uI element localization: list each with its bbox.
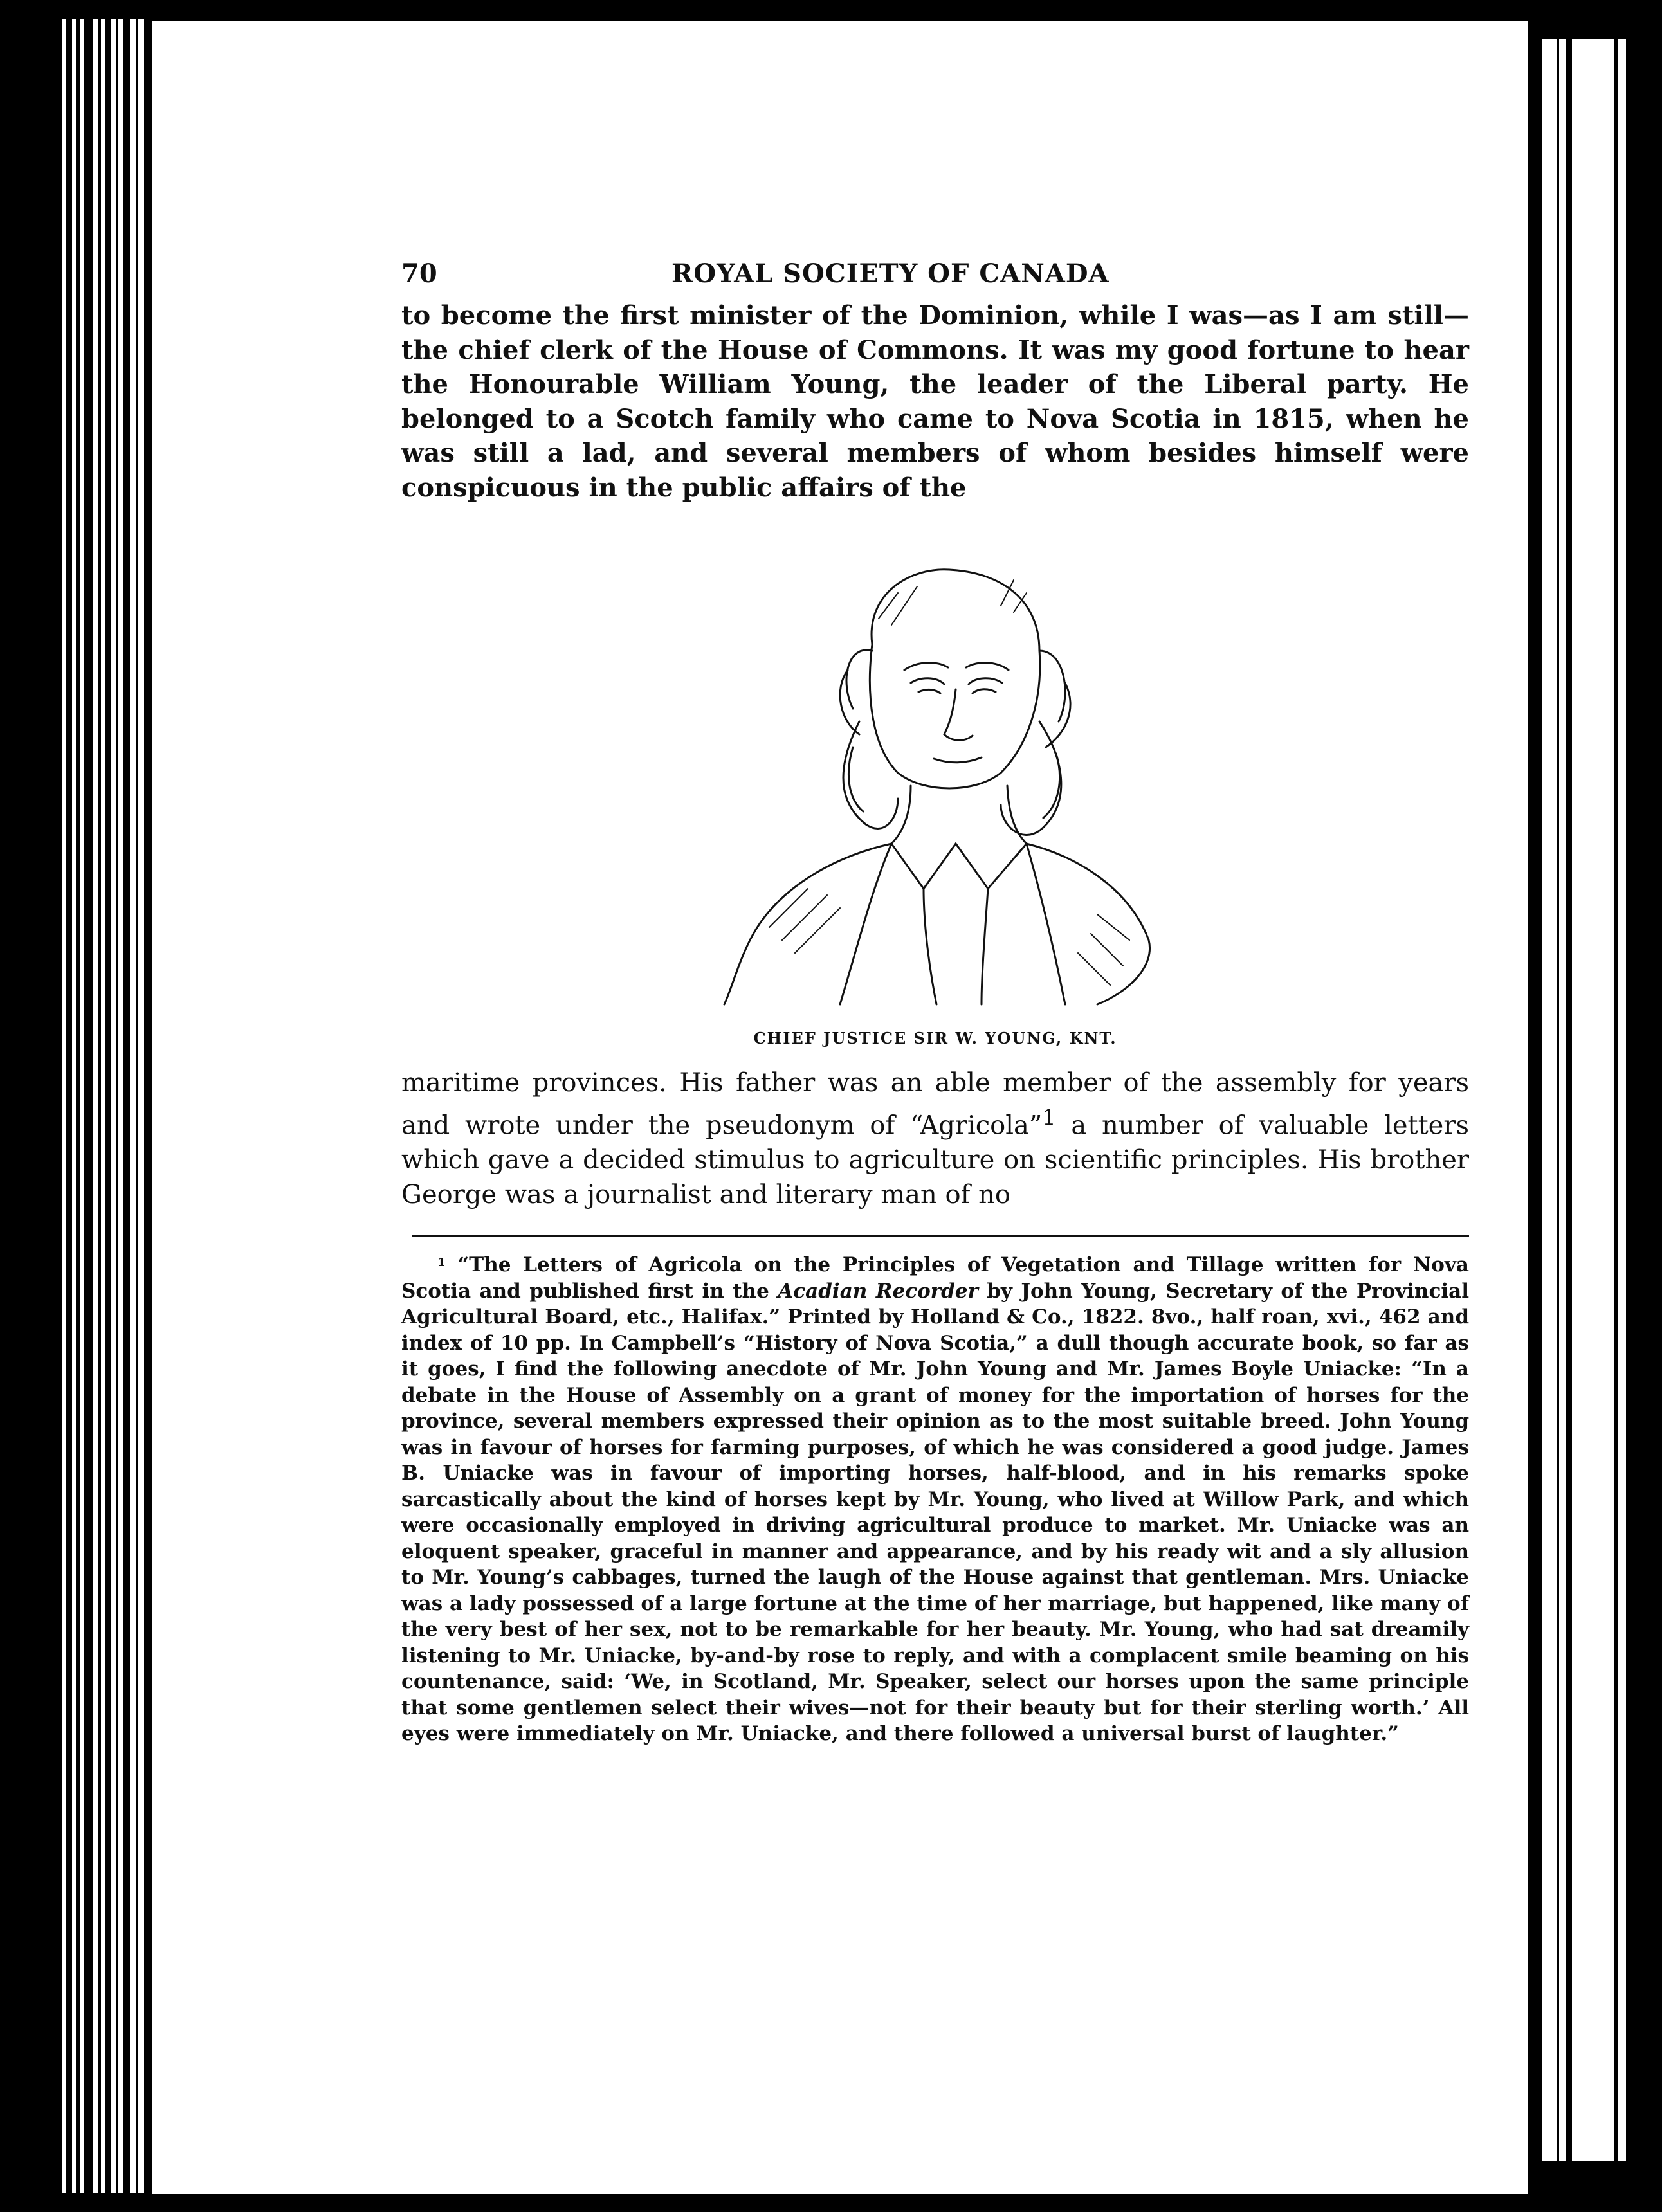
footnote-marker: 1 [437,1256,446,1269]
paragraph-bottom [401,1065,1469,1212]
figure-caption: CHIEF JUSTICE SIR W. YOUNG, KNT. [753,1029,1117,1047]
footnote-reference[interactable]: 1 [1042,1105,1056,1130]
footnote-italic-title: Acadian Recorder [778,1279,978,1303]
ink-speck [679,12,686,21]
body-text-bottom [401,1065,1469,1212]
footnote [401,1250,1469,1747]
facing-page-edge [1537,39,1634,2161]
running-title: ROYAL SOCIETY OF CANADA [671,258,1110,289]
footnote-text-part2: by John Young, Secretary of the Provincial Agricultural Board, etc., Halifax.” Printed by Holland & Co., 1822. 8vo., half roan, xvi., 462 and index of 10 pp. In Campbell’s “History of Nova Scotia,” a dull though accurate book, so far as it goes, I find the following anecdote of Mr. John Young and Mr. James Boyle Uniacke: “In a debate in the House of Assembly on a grant of money for the importation of horses for the province, several members expressed their opinion as to the most suitable breed. John Young was in favour of horses for farming purposes, of which he was considered a good judge. James B. Uniacke was in favour of importing horses, half-blood, and in his remarks spoke sarcastically about the kind of horses kept by Mr. Young, who lived at Willow Park, and which were occasionally employed in driving agricultural produce to market. Mr. Uniacke was an eloquent speaker, graceful in manner and appearance, and by his ready wit and a sly allusion to Mr. Young’s cabbages, turned the laugh of the House against that gentleman. Mrs. Uniacke was a lady possessed of a large fortune at the time of her marriage, but happened, like many of the very best of her sex, not to be remarkable for her beauty. Mr. Young, who had sat dreamily listening to Mr. Uniacke, by-and-by rose to reply, and with a complacent smile beaming on his countenance, said: ‘We, in Scotland, Mr. Speaker, select our horses upon the same principle that some gentlemen select their wives—not for their beauty but for their sterling worth.’ All eyes were immediately on Mr. Uniacke, and there followed a universal burst of laughter.” [401,1279,1469,1745]
body-text-after-note: a number of valuable letters which gave a decided stimulus to agriculture on scientific principles. His brother George was a journalist and literary man of no [401,1111,1470,1210]
paragraph-top: to become the first minister of the Dominion, while I was—as I am still—the chief clerk of the House of Commons. It was my good fortune to hear the Honourable William Young, the leader of the Liberal party. He belonged to a Scotch family who came to Nova Scotia in 1815, when he was still a lad, and several members of whom besides himself were conspicuous in the public affairs of the [401,300,1469,503]
book-page [152,21,1528,2194]
portrait-engraving [679,554,1194,1017]
page-header [401,258,1469,304]
page-number: 70 [401,258,437,289]
footnote-divider [412,1235,1469,1237]
left-page-edges [62,19,152,2193]
body-text-before-note: maritime provinces. His father was an able member of the assembly for years and wrote under the pseudonym of “Agricola” [401,1068,1469,1141]
body-text-top [401,298,1469,505]
footnote-text-part1: “The Letters of Agricola on the Principles of Vegetation and Tillage written for Nova Scotia and published first in the [401,1253,1469,1303]
